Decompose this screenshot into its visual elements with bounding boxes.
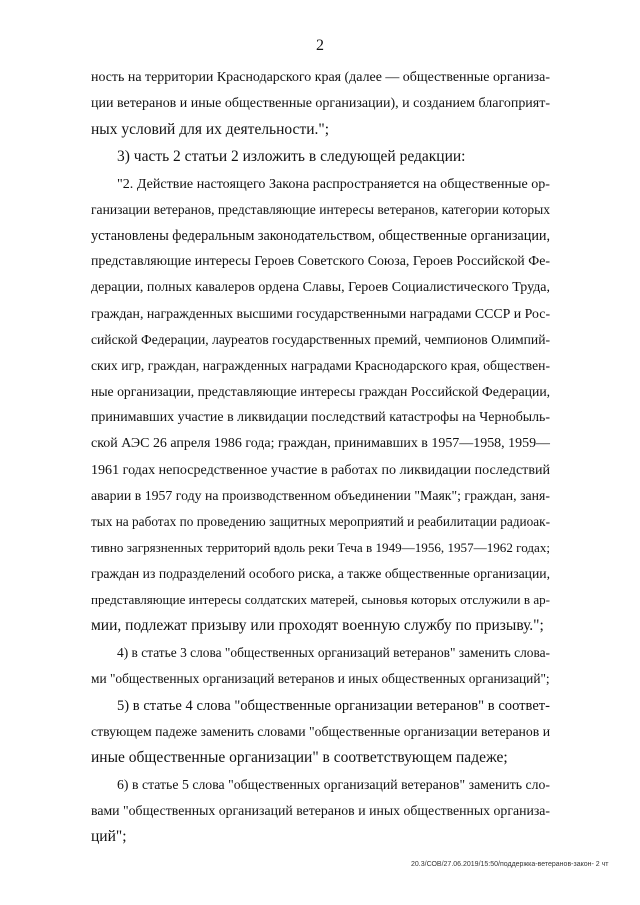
text-line: иные общественные организации" в соответствующем падеже;	[91, 749, 508, 766]
text-line: мии, подлежат призыву или проходят военную службу по призыву.";	[91, 617, 544, 634]
text-line: 3) часть 2 статьи 2 изложить в следующей редакции:	[117, 148, 466, 165]
text-line: 1961 годах непосредственное участие в работах по ликвидации последствий	[91, 462, 550, 478]
text-line: ность на территории Краснодарского края (далее — общественные организа-	[91, 70, 550, 85]
text-line: "2. Действие настоящего Закона распространяется на общественные ор-	[117, 176, 550, 192]
text-line: ций";	[91, 828, 127, 845]
document-footer: 20.3/СОВ/27.06.2019/15:50/поддержка-ветеранов-закон- 2 чт	[411, 861, 609, 868]
text-line: ганизации ветеранов, представляющие интересы ветеранов, категории которых	[91, 202, 550, 217]
text-line: ми "общественных организаций ветеранов и иных общественных организаций";	[91, 671, 550, 686]
text-line: 6) в статье 5 слова "общественных организаций ветеранов" заменить сло-	[117, 777, 550, 792]
text-line: аварии в 1957 году на производственном объединении "Маяк"; граждан, заня-	[91, 488, 550, 503]
text-line: представляющие интересы Героев Советского Союза, Героев Российской Фе-	[91, 254, 550, 269]
text-line: вами "общественных организаций ветеранов и иных общественных организа-	[91, 803, 550, 818]
text-line: сийской Федерации, лауреатов государственных премий, чемпионов Олимпий-	[91, 332, 550, 347]
text-line: ции ветеранов и иные общественные организации), и созданием благоприят-	[91, 96, 550, 111]
page-number: 2	[316, 37, 324, 54]
text-line: установлены федеральным законодательством, общественные организации,	[91, 228, 551, 244]
text-line: ских игр, граждан, награжденных наградами Краснодарского края, обществен-	[91, 358, 550, 373]
text-line: ской АЭС 26 апреля 1986 года; граждан, принимавших в 1957—1958, 1959—	[91, 436, 550, 451]
text-line: тивно загрязненных территорий вдоль реки Теча в 1949—1956, 1957—1962 годах;	[91, 540, 550, 555]
text-line: ные организации, представляющие интересы граждан Российской Федерации,	[91, 384, 551, 399]
text-line: 4) в статье 3 слова "общественных организаций ветеранов" заменить слова-	[117, 645, 550, 660]
text-line: ных условий для их деятельности.";	[91, 121, 330, 138]
text-line: граждан из подразделений особого риска, а также общественные организации,	[91, 566, 550, 581]
text-line: представляющие интересы солдатских матерей, сыновья которых отслужили в ар-	[91, 592, 550, 607]
text-line: граждан, награжденных высшими государственными наградами СССР и Рос-	[91, 306, 551, 321]
text-line: тых на работах по проведению защитных мероприятий и реабилитации радиоак-	[91, 514, 550, 529]
text-line: принимавших участие в ликвидации последствий катастрофы на Чернобыль-	[91, 410, 550, 425]
text-line: дерации, полных кавалеров ордена Славы, Героев Социалистического Труда,	[91, 280, 550, 295]
text-line: ствующем падеже заменить словами "общественные организации ветеранов и	[91, 724, 551, 739]
text-line: 5) в статье 4 слова "общественные организации ветеранов" в соответ-	[117, 698, 550, 714]
